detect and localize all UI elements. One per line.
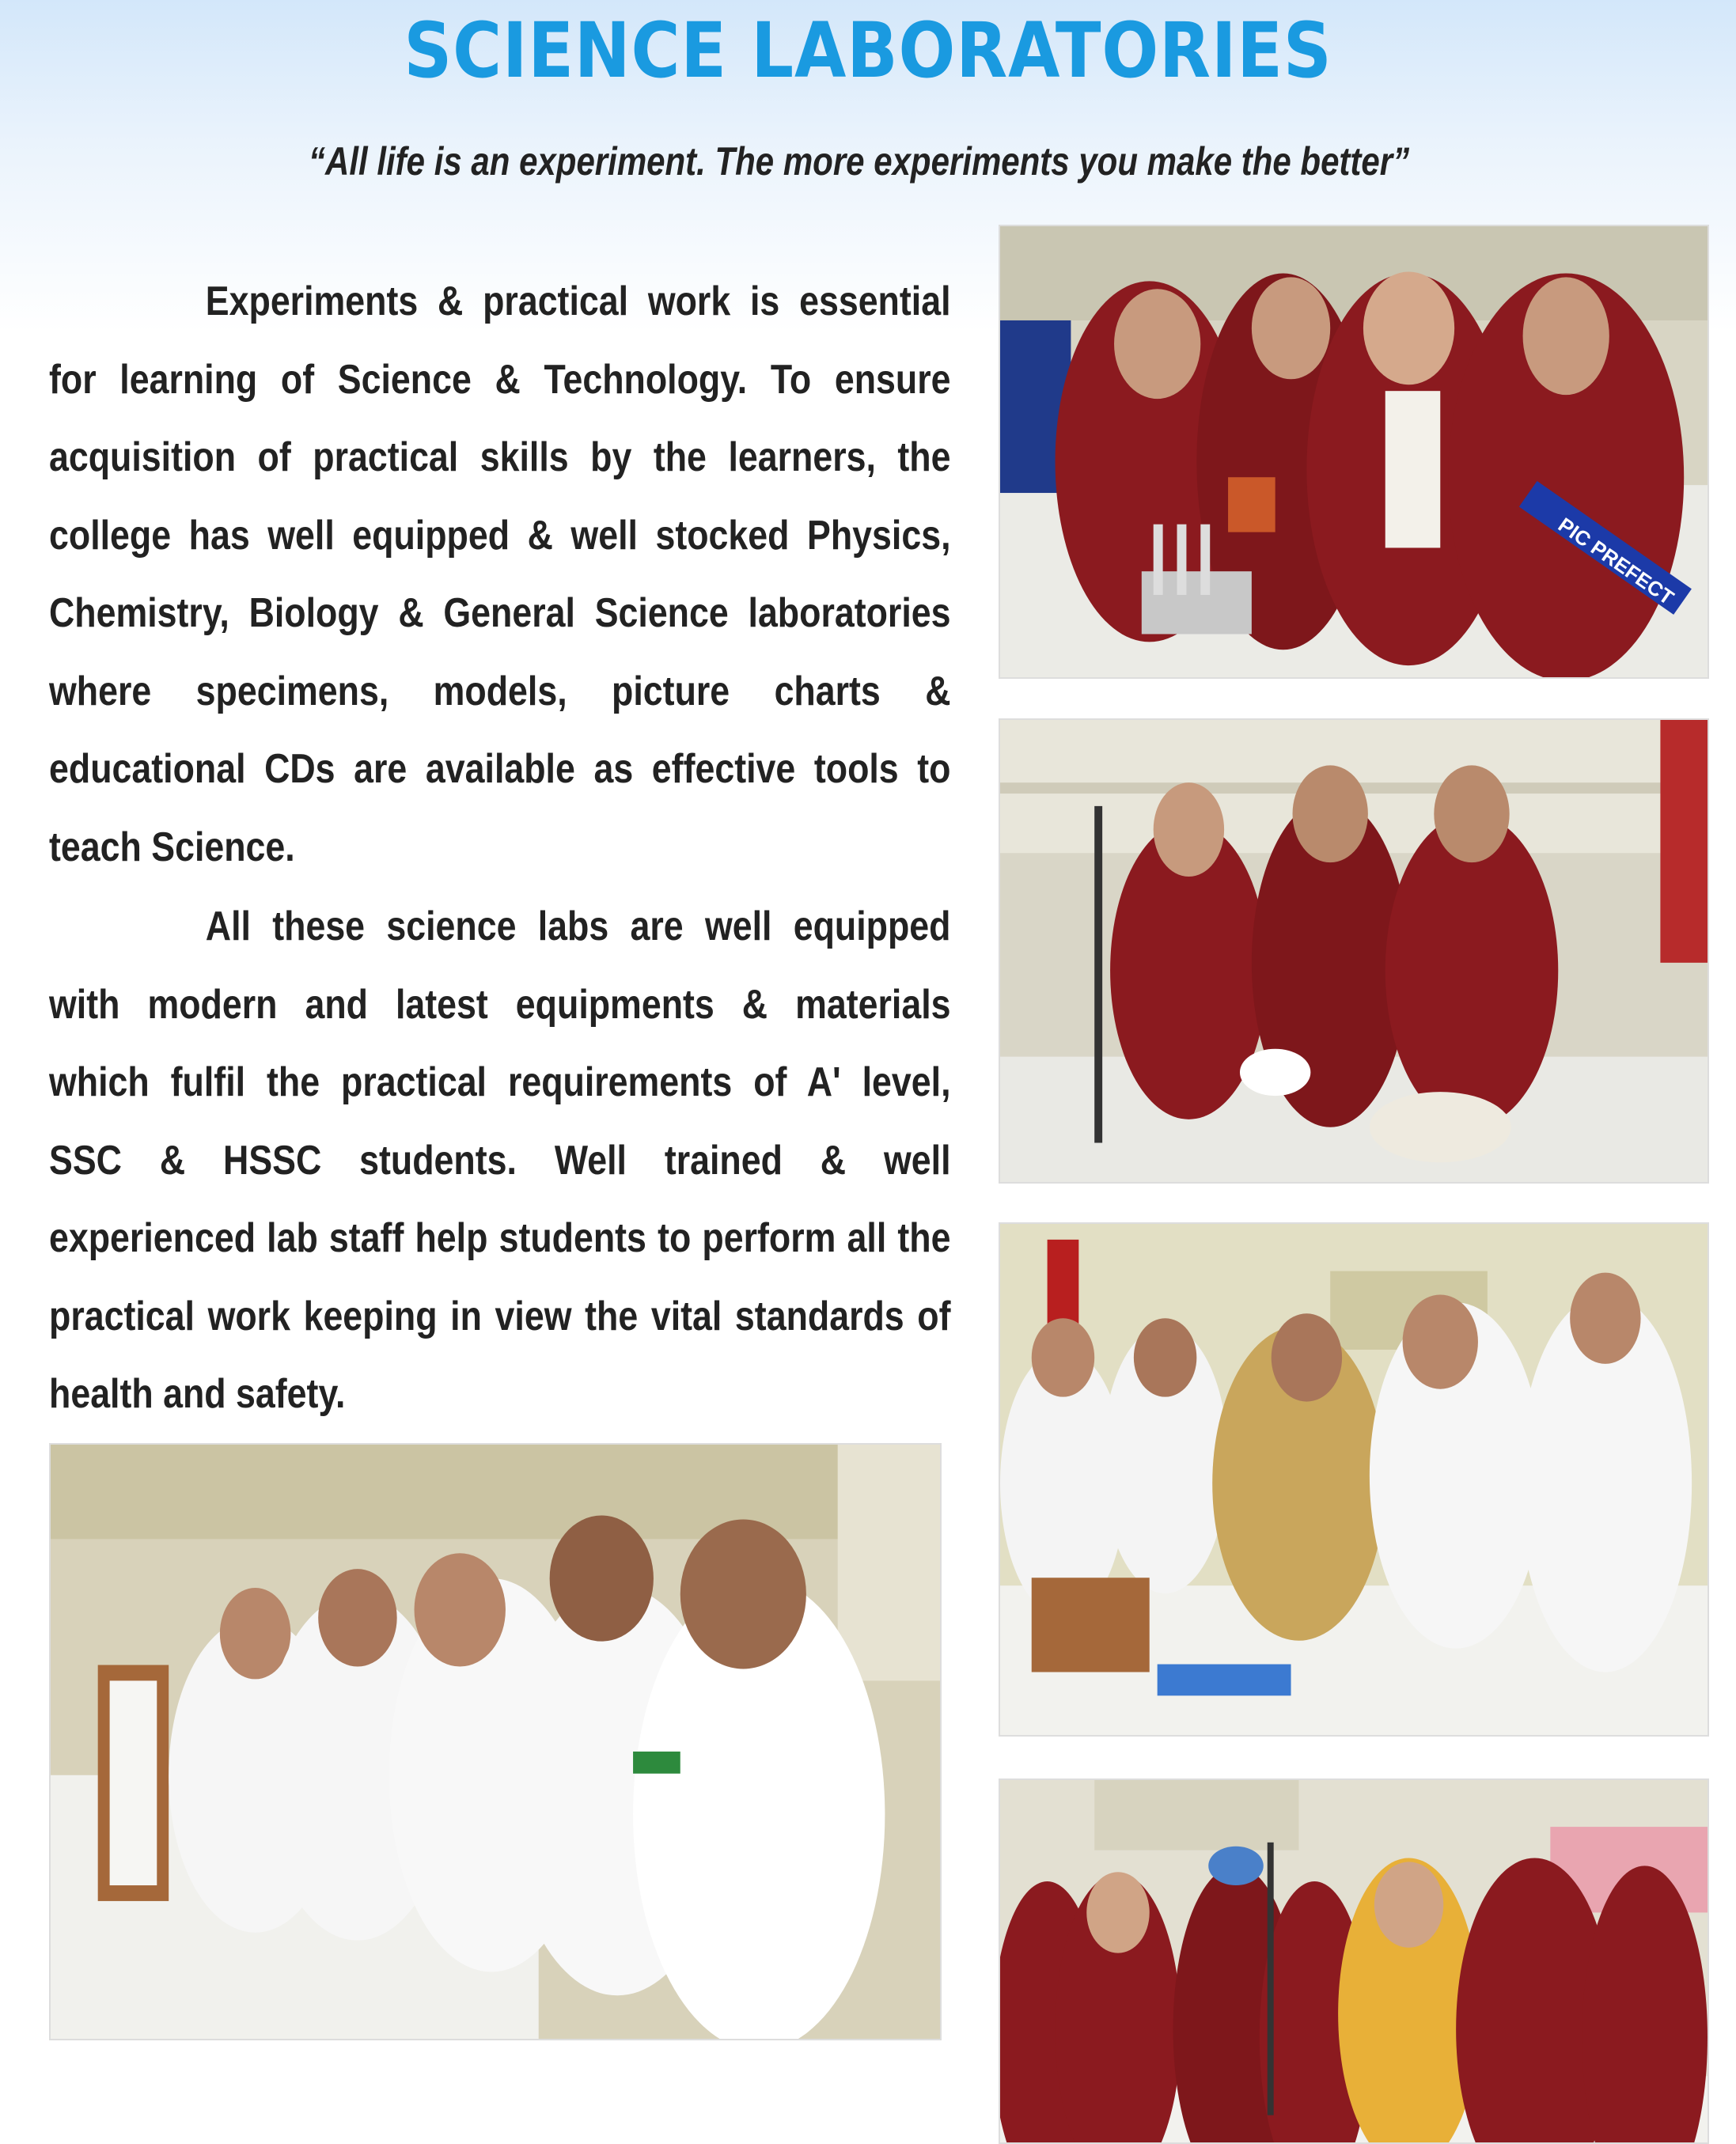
photo-boys-chemistry-lab [999, 718, 1709, 1184]
paragraph-2 [49, 888, 951, 1434]
paragraph-2-text: All these science labs are well equipped with modern and latest equipments & materials which fulfil the practical requirements of A' level, SSC & HSSC students. Well trained & well experienced lab staff help students to perform all the practical work keeping in view the vital standards of health and safety. [49, 903, 951, 1417]
paragraph-1-text: Experiments & practical work is essential for learning of Science & Technology. To ensure acquisition of practical skills by the learners, the college has well equipped & well stocked Physics, Chemistry, Biology & General Science laboratories where specimens, models, picture charts & educational CDs are available as effective tools to teach Science. [49, 278, 951, 870]
paragraph-1 [49, 263, 951, 886]
photo-girls-biology-lab [999, 1778, 1709, 2144]
photo-girls-chemistry-lab [999, 225, 1709, 679]
prefect-sash-text: PIC PREFECT [1553, 513, 1677, 610]
page-quote: “All life is an experiment. The more experiments you make the better” [309, 139, 1410, 184]
page-title: SCIENCE LABORATORIES [404, 6, 1332, 95]
photo-physics-lab-boys [49, 1443, 942, 2040]
photo-physics-demonstration [999, 1222, 1709, 1737]
